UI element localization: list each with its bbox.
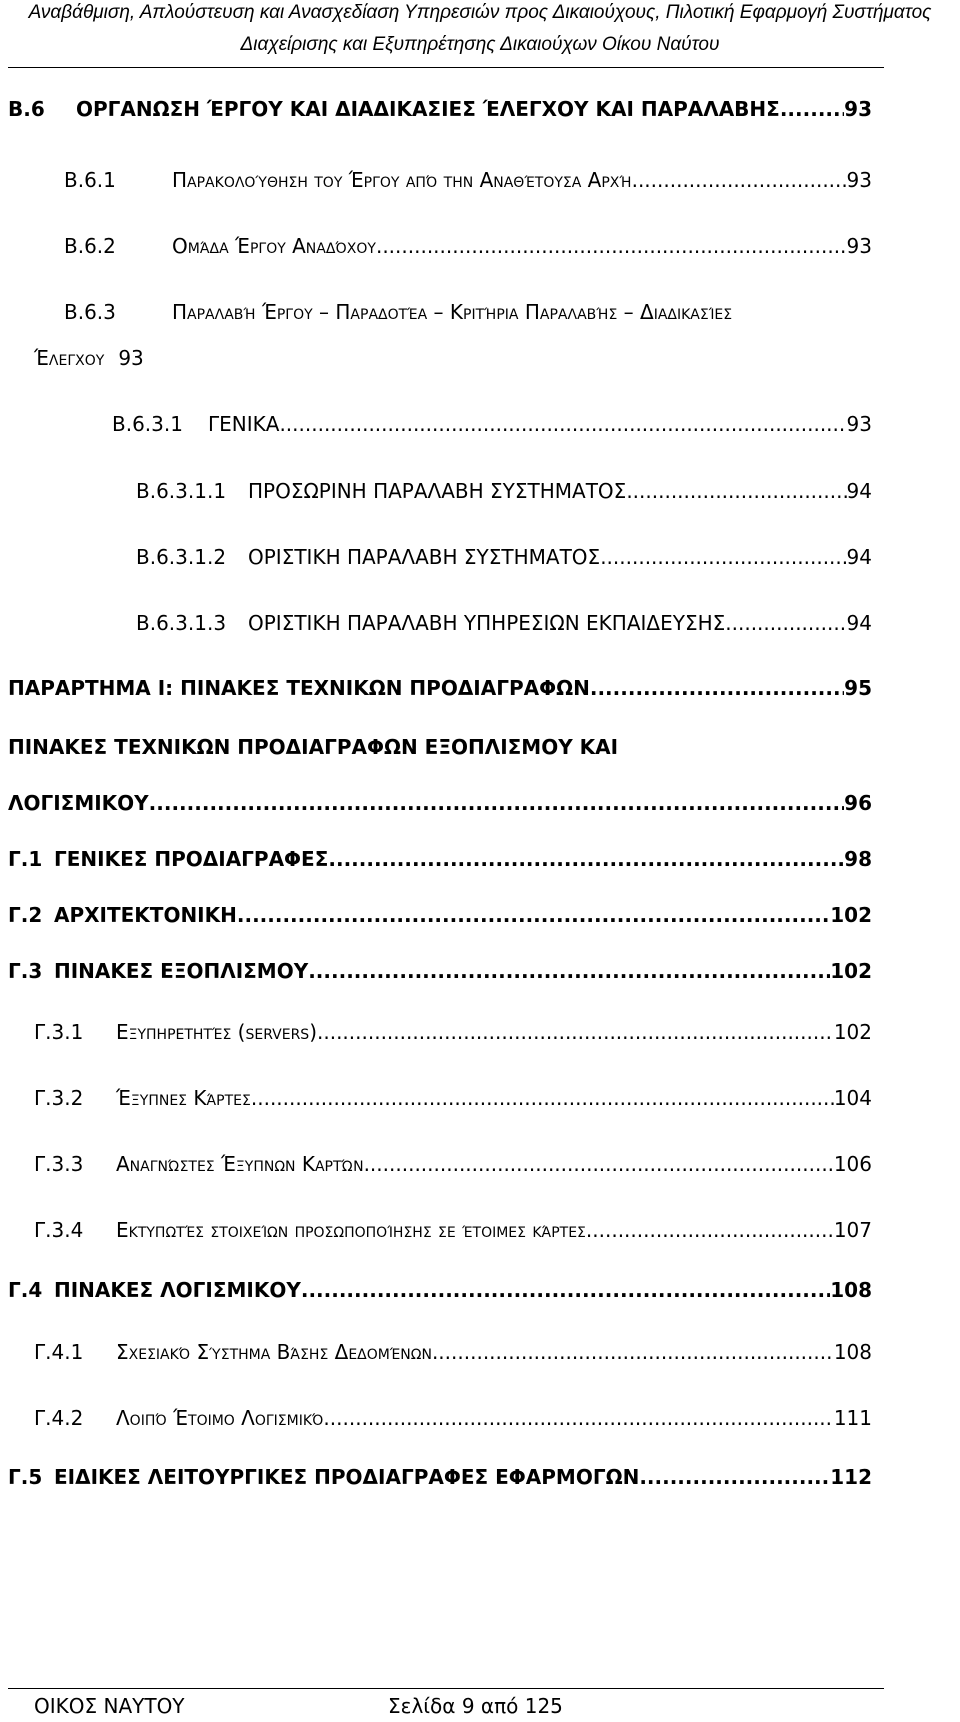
toc-entry[interactable] <box>8 959 872 983</box>
toc-entry-page: 108 <box>830 1278 872 1302</box>
toc-entry-page: 104 <box>833 1086 872 1110</box>
toc-entry-title: ΠΡΟΣΩΡΙΝΗ ΠΑΡΑΛΑΒΗ ΣΥΣΤΗΜΑΤΟΣ <box>248 479 627 503</box>
toc-leader <box>279 412 846 436</box>
toc-leader <box>376 234 847 258</box>
toc-entry-title: ΓΕΝΙΚΑ <box>208 412 280 436</box>
toc-leader <box>308 959 830 983</box>
toc-entry-title-continued: Έλεγχου <box>34 346 105 370</box>
toc-entry[interactable] <box>136 479 872 503</box>
toc-entry-number: Γ.3.2 <box>34 1086 84 1110</box>
toc-leader <box>725 611 846 635</box>
toc-entry[interactable] <box>8 97 872 121</box>
toc-entry-number: Γ.1 <box>8 847 43 871</box>
toc-leader <box>780 97 844 121</box>
toc-entry[interactable] <box>34 1218 872 1242</box>
toc-entry-page: 94 <box>846 545 872 569</box>
toc-entry-page: 93 <box>118 346 144 370</box>
toc-entry-continuation[interactable] <box>8 791 872 815</box>
page-number: Σελίδα 9 από 125 <box>388 1694 563 1718</box>
toc-leader <box>590 676 844 700</box>
toc-entry-number: Γ.3.3 <box>34 1152 84 1176</box>
toc-entry-number: Γ.3.1 <box>34 1020 84 1044</box>
toc-leader <box>328 847 844 871</box>
toc-entry[interactable] <box>8 676 872 700</box>
toc-leader <box>301 1278 830 1302</box>
toc-entry[interactable] <box>8 735 872 759</box>
toc-entry-title: Λοιπό Έτοιμο Λογισμικό <box>116 1406 324 1430</box>
toc-entry-title: ΓΕΝΙΚΕΣ ΠΡΟΔΙΑΓΡΑΦΕΣ <box>54 847 329 871</box>
toc-entry-page: 112 <box>830 1465 872 1489</box>
toc-entry-title: ΟΡΙΣΤΙΚΗ ΠΑΡΑΛΑΒΗ ΥΠΗΡΕΣΙΩΝ ΕΚΠΑΙΔΕΥΣΗΣ <box>248 611 726 635</box>
toc-entry-title: Παρακολούθηση του Έργου από την Αναθέτουσα Αρχή <box>172 168 632 192</box>
toc-leader <box>323 1406 833 1430</box>
toc-leader <box>586 1218 834 1242</box>
toc-entry-title: ΠΙΝΑΚΕΣ ΤΕΧΝΙΚΩΝ ΠΡΟΔΙΑΓΡΑΦΩΝ ΕΞΟΠΛΙΣΜΟΥ ΚΑΙ <box>8 735 619 759</box>
toc-entry-number: Γ.2 <box>8 903 43 927</box>
toc-entry-number: Γ.4 <box>8 1278 43 1302</box>
footer-organization: ΟΙΚΟΣ ΝΑΥΤΟΥ <box>34 1694 185 1718</box>
toc-entry-page: 93 <box>846 168 872 192</box>
toc-entry-page: 93 <box>846 412 872 436</box>
toc-entry[interactable] <box>8 1465 872 1489</box>
toc-entry-number: B.6.2 <box>64 234 116 258</box>
toc-entry-page: 102 <box>830 903 872 927</box>
toc-entry-page: 95 <box>844 676 872 700</box>
toc-entry[interactable] <box>8 847 872 871</box>
toc-entry-title-continued: ΛΟΓΙΣΜΙΚΟΥ <box>8 791 149 815</box>
toc-entry-title: Αναγνώστες Έξυπνων Καρτών <box>116 1152 364 1176</box>
toc-entry-page: 93 <box>844 97 872 121</box>
header-line-1: Αναβάθμιση, Απλούστευση και Ανασχεδίαση Υπηρεσιών προς Δικαιούχους, Πιλοτική Εφαρμογή Συστήματος <box>28 2 932 23</box>
toc-leader <box>632 168 847 192</box>
toc-entry-title: ΟΡΙΣΤΙΚΗ ΠΑΡΑΛΑΒΗ ΣΥΣΤΗΜΑΤΟΣ <box>248 545 601 569</box>
toc-entry-number: B.6.1 <box>64 168 116 192</box>
toc-entry-title: ΠΑΡΑΡΤΗΜΑ Ι: ΠΙΝΑΚΕΣ ΤΕΧΝΙΚΩΝ ΠΡΟΔΙΑΓΡΑΦΩΝ <box>8 676 590 700</box>
toc-entry-page: 94 <box>846 479 872 503</box>
toc-entry-title: Εκτυπωτές στοιχείων προσωποποίησης σε έτοιμες κάρτες <box>116 1218 586 1242</box>
toc-leader <box>432 1340 834 1364</box>
toc-entry-title: Ομάδα Έργου Αναδόχου <box>172 234 376 258</box>
toc-entry-page: 108 <box>833 1340 872 1364</box>
toc-entry[interactable] <box>34 1406 872 1430</box>
toc-leader <box>237 903 830 927</box>
toc-entry[interactable] <box>34 1086 872 1110</box>
toc-entry-number: Γ.3 <box>8 959 43 983</box>
toc-entry[interactable] <box>112 412 872 436</box>
toc-entry[interactable] <box>34 1152 872 1176</box>
toc-entry-number: Γ.4.1 <box>34 1340 84 1364</box>
toc-entry-page: 96 <box>844 791 872 815</box>
toc-entry[interactable] <box>8 903 872 927</box>
toc-leader <box>251 1086 834 1110</box>
toc-entry-page: 107 <box>833 1218 872 1242</box>
toc-entry-number: B.6.3 <box>64 300 116 324</box>
toc-entry-page: 102 <box>830 959 872 983</box>
toc-entry-title: ΠΙΝΑΚΕΣ ΕΞΟΠΛΙΣΜΟΥ <box>54 959 309 983</box>
toc-entry-title: ΠΙΝΑΚΕΣ ΛΟΓΙΣΜΙΚΟΥ <box>54 1278 301 1302</box>
toc-entry-number: B.6 <box>8 97 45 121</box>
toc-entry-number: B.6.3.1 <box>112 412 183 436</box>
toc-entry-title: ΟΡΓΑΝΩΣΗ ΈΡΓΟΥ ΚΑΙ ΔΙΑΔΙΚΑΣΙΕΣ ΈΛΕΓΧΟΥ ΚΑΙ ΠΑΡΑΛΑΒΗΣ <box>76 97 780 121</box>
toc-entry[interactable] <box>136 611 872 635</box>
toc-entry[interactable] <box>34 1020 872 1044</box>
toc-entry-title: Έξυπνες Κάρτες <box>116 1086 251 1110</box>
toc-leader <box>626 479 846 503</box>
toc-entry-number: B.6.3.1.2 <box>136 545 227 569</box>
toc-entry-number: Γ.5 <box>8 1465 43 1489</box>
footer-divider <box>8 1688 884 1689</box>
toc-entry[interactable] <box>136 545 872 569</box>
toc-entry-page: 94 <box>846 611 872 635</box>
toc-entry[interactable] <box>34 1340 872 1364</box>
toc-leader <box>149 791 845 815</box>
toc-entry-number: Γ.4.2 <box>34 1406 84 1430</box>
toc-entry-title: Παραλαβή Έργου – Παραδοτέα – Κριτήρια Παραλαβής – Διαδικασίες <box>172 300 733 324</box>
toc-entry[interactable] <box>64 234 872 258</box>
toc-entry[interactable] <box>64 300 872 324</box>
toc-entry-page: 106 <box>833 1152 872 1176</box>
toc-leader <box>317 1020 834 1044</box>
toc-entry[interactable] <box>8 1278 872 1302</box>
toc-leader <box>639 1465 830 1489</box>
toc-leader <box>364 1152 834 1176</box>
toc-entry-page: 102 <box>833 1020 872 1044</box>
toc-entry-number: Γ.3.4 <box>34 1218 84 1242</box>
toc-leader <box>600 545 846 569</box>
toc-entry-title: Σχεσιακό Σύστημα Βάσης Δεδομένων <box>116 1340 432 1364</box>
toc-entry-page: 93 <box>846 234 872 258</box>
toc-entry[interactable] <box>64 168 872 192</box>
toc-entry-continuation[interactable] <box>34 346 872 370</box>
toc-entry-title: ΑΡΧΙΤΕΚΤΟΝΙΚΗ <box>54 903 237 927</box>
toc-entry-title: ΕΙΔΙΚΕΣ ΛΕΙΤΟΥΡΓΙΚΕΣ ΠΡΟΔΙΑΓΡΑΦΕΣ ΕΦΑΡΜΟΓΩΝ <box>54 1465 640 1489</box>
toc-entry-title: Εξυπηρετητές (servers) <box>116 1020 317 1044</box>
toc-entry-number: B.6.3.1.3 <box>136 611 227 635</box>
toc-entry-number: B.6.3.1.1 <box>136 479 227 503</box>
toc-entry-page: 111 <box>833 1406 872 1430</box>
toc-entry-page: 98 <box>844 847 872 871</box>
header-line-2: Διαχείρισης και Εξυπηρέτησης Δικαιούχων Οίκου Ναύτου <box>240 34 720 55</box>
